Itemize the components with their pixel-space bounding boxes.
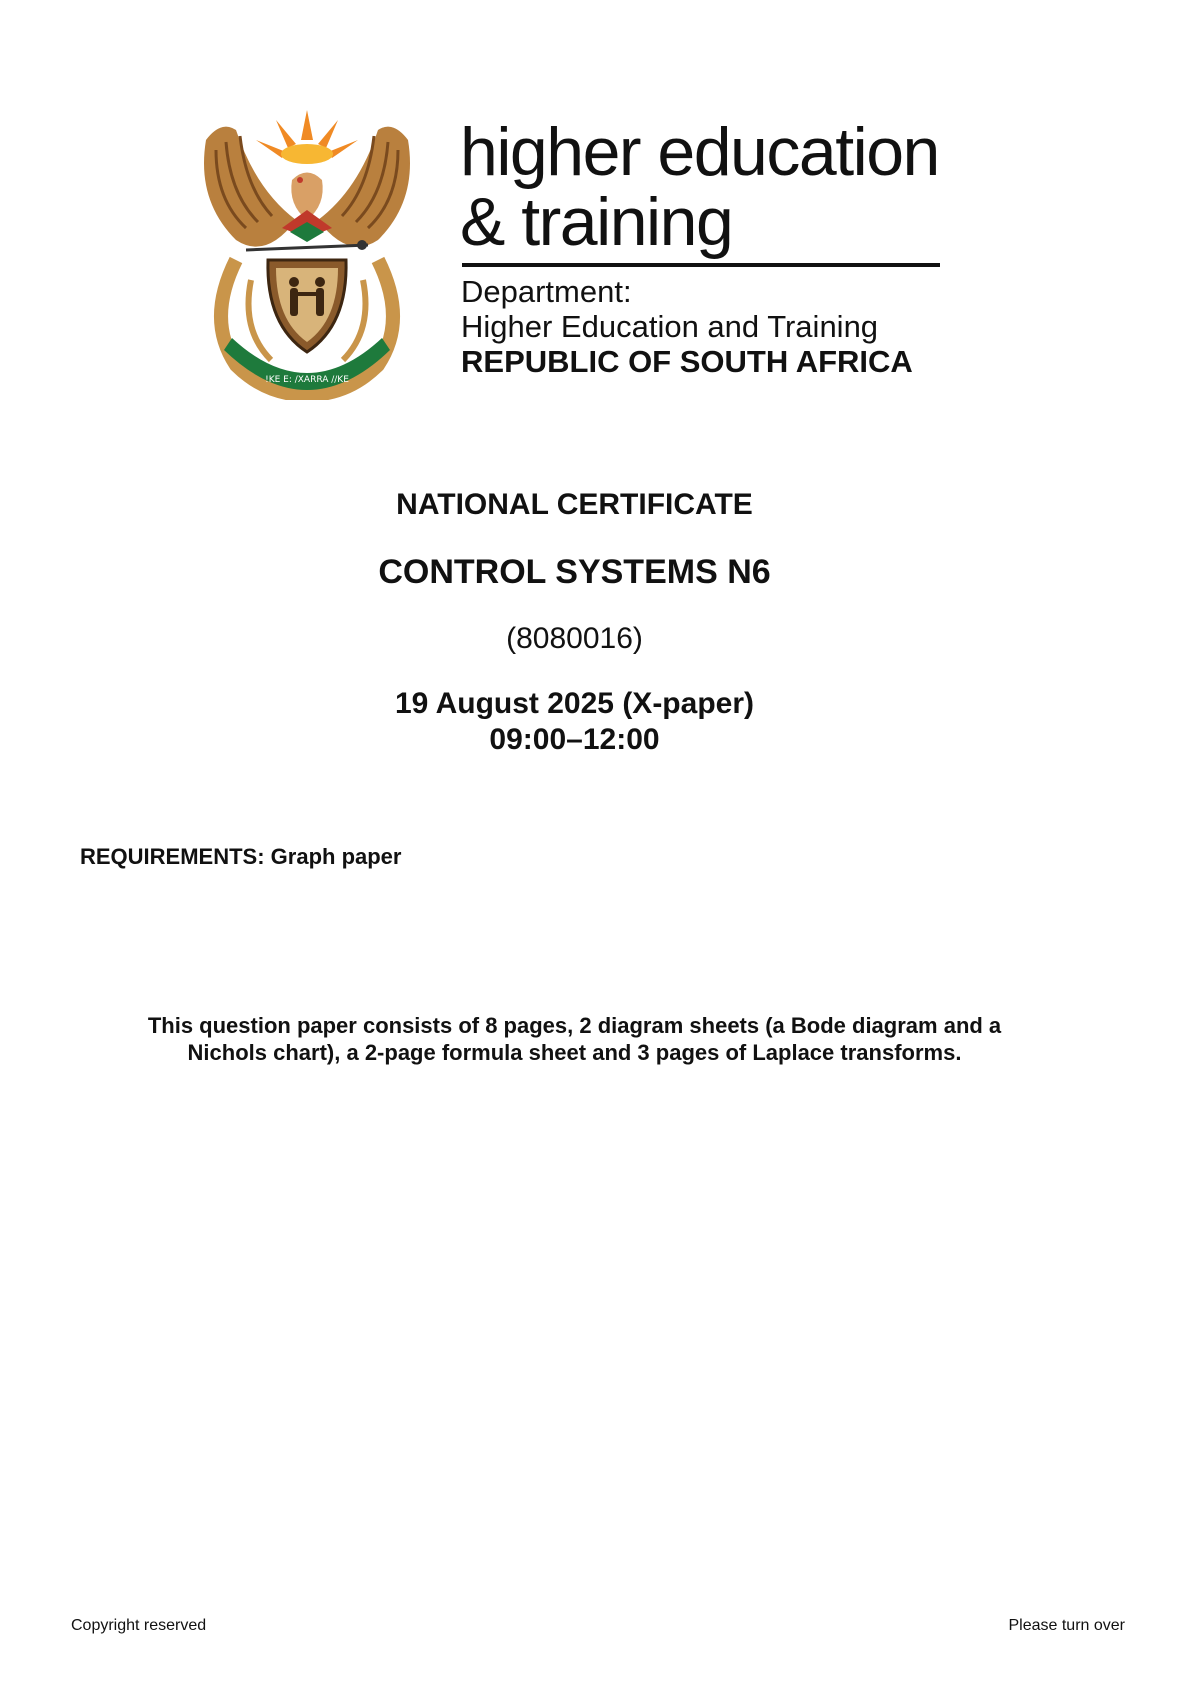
left-wheat bbox=[249, 280, 272, 360]
country-name: REPUBLIC OF SOUTH AFRICA bbox=[461, 344, 913, 379]
requirements: REQUIREMENTS: Graph paper bbox=[80, 844, 402, 869]
paper-contents-line-1: This question paper consists of 8 pages, 2 diagram sheets (a Bode diagram and a bbox=[147, 1013, 1002, 1038]
exam-time: 09:00–12:00 bbox=[489, 723, 660, 756]
coat-of-arms-emblem bbox=[196, 110, 418, 400]
right-wing bbox=[318, 127, 410, 247]
spear bbox=[246, 245, 368, 250]
subject-title: CONTROL SYSTEMS N6 bbox=[378, 553, 771, 591]
exam-date: 19 August 2025 (X-paper) bbox=[395, 687, 754, 720]
subject-code: (8080016) bbox=[506, 622, 643, 655]
department-name: Higher Education and Training bbox=[461, 309, 879, 344]
paper-contents-line-2: Nichols chart), a 2-page formula sheet and 3 pages of Laplace transforms. bbox=[187, 1040, 962, 1065]
certificate-title: NATIONAL CERTIFICATE bbox=[396, 488, 753, 521]
brand-line-training: & training bbox=[460, 184, 733, 260]
brand-line-higher-education: higher education bbox=[460, 114, 939, 190]
right-wheat bbox=[343, 280, 366, 360]
brand-divider bbox=[462, 263, 940, 267]
motto-text: !KE E: /XARRA //KE bbox=[265, 375, 349, 385]
left-wing bbox=[204, 127, 296, 247]
department-label: Department: bbox=[461, 274, 632, 309]
rising-sun bbox=[256, 110, 358, 164]
footer-turn-over: Please turn over bbox=[1008, 1617, 1125, 1634]
footer-copyright: Copyright reserved bbox=[71, 1617, 207, 1634]
